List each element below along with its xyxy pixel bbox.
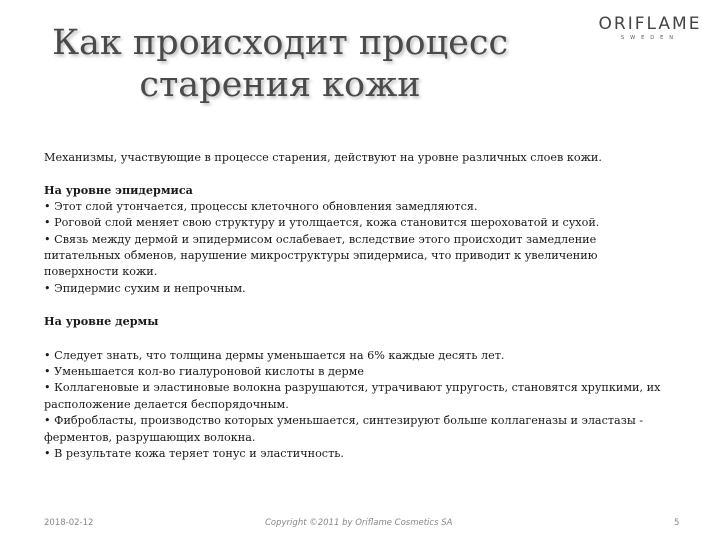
- dermis-item: • В результате кожа теряет тонус и эластичность.: [44, 447, 344, 461]
- epidermis-item: • Роговой слой меняет свою структуру и утолщается, кожа становится шероховатой и сухой.: [44, 216, 600, 230]
- slide-body: [44, 150, 674, 463]
- logo-subtitle: SWEDEN: [620, 35, 680, 41]
- epidermis-item: • Связь между дермой и эпидермисом ослабевает, вследствие этого происходит замедление питательных обменов, нарушение микроструктуры эпидермиса, что приводит к увеличению поверхности кожи.: [44, 232, 598, 279]
- oriflame-logo: [590, 14, 710, 42]
- slide-title: [40, 22, 520, 106]
- title-line-2: старения кожи: [139, 65, 421, 105]
- epidermis-item: • Этот слой утончается, процессы клеточного обновления замедляются.: [44, 199, 478, 213]
- dermis-heading: На уровне дермы: [44, 314, 159, 329]
- epidermis-item: • Эпидермис сухим и непрочным.: [44, 281, 246, 295]
- title-line-1: Как происходит процесс: [51, 23, 509, 63]
- dermis-item: • Фибробласты, производство которых уменьшается, синтезируют больше коллагеназы и эластазы - ферментов, разрушающих волокна.: [44, 414, 644, 444]
- dermis-item: • Уменьшается кол-во гиалуроновой кислоты в дерме: [44, 365, 364, 379]
- intro-text: Механизмы, участвующие в процессе старения, действуют на уровне различных слоев кожи.: [44, 151, 602, 164]
- slide-footer: [0, 518, 720, 532]
- dermis-item: • Коллагеновые и эластиновые волокна разрушаются, утрачивают упругость, становятся хрупкими, их расположение делается беспорядочным.: [44, 381, 661, 411]
- dermis-item: • Следует знать, что толщина дермы уменьшается на 6% каждые десять лет.: [44, 348, 505, 362]
- epidermis-heading: На уровне эпидермиса: [44, 183, 193, 198]
- footer-copyright: Copyright ©2011 by Oriflame Cosmetics SA: [265, 518, 453, 528]
- logo-wordmark: ORIFLAME: [598, 14, 702, 34]
- page-number: 5: [674, 518, 680, 528]
- footer-date: 2018-02-12: [44, 518, 94, 528]
